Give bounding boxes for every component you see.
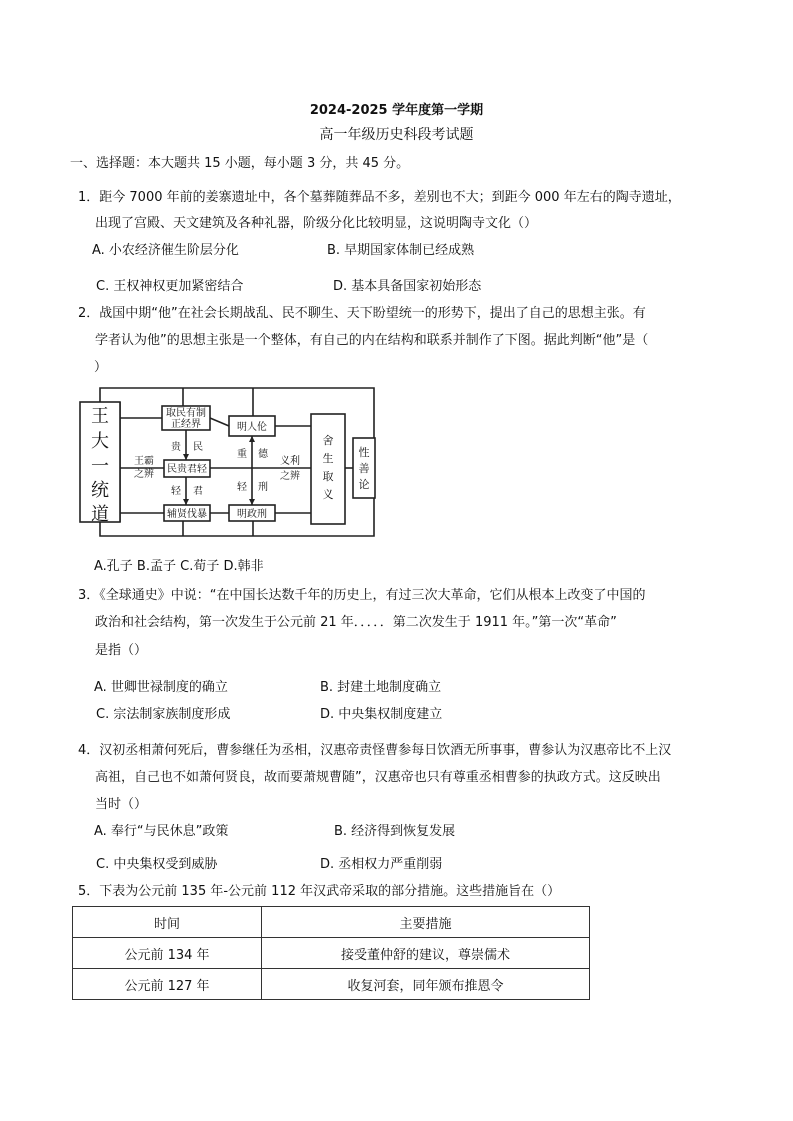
q3-option-c: C. 宗法制家族制度形成: [96, 707, 231, 722]
diagram-label-qing: 轻: [171, 486, 181, 497]
diagram-left-char-1: 王: [91, 406, 109, 427]
q2-options: A.孔子 B.孟子 C.荀子 D.韩非: [94, 559, 264, 574]
q3-text-line3: 是指（）: [95, 643, 148, 658]
table-cell-time: 公元前 134 年: [73, 938, 262, 969]
q1-option-c: C. 王权神权更加紧密结合: [96, 279, 244, 294]
exam-term: 2024-2025 学年度第一学期: [309, 103, 484, 118]
diagram-box5: 明政刑: [237, 509, 267, 520]
mencius-thought-diagram: [78, 384, 380, 544]
diagram-label-wangba-2: 之辨: [134, 469, 154, 480]
exam-title: 高一年级历史科段考试题: [319, 127, 474, 143]
table-row: [73, 969, 590, 1000]
diagram-left-char-2: 大: [91, 431, 109, 452]
diagram-label-xing: 刑: [258, 482, 268, 493]
diagram-label-jun: 君: [193, 486, 203, 497]
diagram-left-char-3: 一: [91, 456, 109, 477]
q4-option-d: D. 丞相权力严重削弱: [320, 857, 443, 872]
table-header-row: [73, 907, 590, 938]
q5-text-line1: 5．下表为公元前 135 年-公元前 112 年汉武帝采取的部分措施。这些措施旨在（）: [78, 884, 561, 899]
q3-option-b: B. 封建土地制度确立: [320, 680, 442, 695]
diagram-label-de: 德: [258, 449, 268, 460]
diagram-box1-line1: 取民有制: [166, 408, 206, 419]
diagram-label-gui: 贵: [171, 442, 181, 453]
q5-table: [72, 906, 590, 1000]
q1-text-line2: 出现了宫殿、天文建筑及各种礼器，阶级分化比较明显，这说明陶寺文化（）: [95, 216, 538, 231]
q4-text-line1: 4．汉初丞相萧何死后，曹参继任为丞相，汉惠帝责怪曹参每日饮酒无所事事，曹参认为汉惠帝比不上汉: [78, 743, 672, 758]
diagram-shesheng-1: 舍: [322, 434, 334, 447]
diagram-box3: 辅贤伐暴: [167, 509, 207, 520]
q2-text-line2: 学者认为他”的思想主张是一个整体，有自己的内在结构和联系并制作了下图。据此判断“他”是（: [95, 333, 649, 348]
diagram-box1-line2: 正经界: [171, 419, 201, 430]
diagram-label-zhong: 重: [237, 449, 247, 460]
q1-text-line1: 1．距今 7000 年前的姜寨遗址中，各个墓葬随葬品不多，差别也不大；到距今 000 年左右的陶寺遗址，: [78, 190, 681, 205]
q3-option-a: A. 世卿世禄制度的确立: [94, 680, 228, 695]
section-heading: 一、选择题：本大题共 15 小题，每小题 3 分，共 45 分。: [70, 156, 410, 171]
table-cell-measure: 收复河套，同年颁布推恩令: [262, 969, 590, 1000]
diagram-box2: 民贵君轻: [167, 464, 207, 475]
diagram-shesheng-2: 生: [322, 452, 334, 465]
diagram-label-wangba-1: 王霸: [134, 456, 154, 467]
diagram-left-char-5: 道: [91, 504, 109, 525]
diagram-shesheng-4: 义: [322, 488, 334, 501]
diagram-xingshan-3: 论: [358, 478, 370, 491]
diagram-xingshan-1: 性: [358, 446, 370, 459]
q4-option-b: B. 经济得到恢复发展: [334, 824, 456, 839]
table-row: [73, 938, 590, 969]
q4-option-a: A. 奉行“与民休息”政策: [94, 824, 229, 839]
diagram-label-yili-1: 义利: [280, 456, 300, 467]
diagram-shesheng-3: 取: [322, 470, 334, 483]
q2-text-line3: ）: [94, 360, 108, 375]
diagram-left-char-4: 统: [91, 480, 109, 501]
q4-text-line2: 高祖，自己也不如萧何贤良，故而要萧规曹随”，汉惠帝也只有尊重丞相曹参的执政方式。这反映出: [95, 770, 661, 785]
diagram-label-yili-2: 之辨: [280, 471, 300, 482]
q2-text-line1: 2．战国中期“他”在社会长期战乱、民不聊生、天下盼望统一的形势下，提出了自己的思想主张。有: [78, 306, 646, 321]
diagram-label-qing2: 轻: [237, 482, 247, 493]
q4-text-line3: 当时（）: [95, 797, 148, 812]
diagram-label-min: 民: [193, 442, 203, 453]
table-header-time: 时间: [73, 907, 262, 938]
q3-text-line2: 政治和社会结构，第一次发生于公元前 21 年．．．．．第二次发生于 1911 年。”第一次“革命”: [95, 615, 617, 630]
q3-option-d: D. 中央集权制度建立: [320, 707, 443, 722]
q1-option-d: D. 基本具备国家初始形态: [333, 279, 482, 294]
q3-text-line1: 3．《全球通史》中说：“在中国长达数千年的历史上，有过三次大革命，它们从根本上改变了中国的: [78, 588, 646, 603]
table-cell-time: 公元前 127 年: [73, 969, 262, 1000]
q1-option-b: B. 早期国家体制已经成熟: [327, 243, 475, 258]
q1-option-a: A. 小农经济催生阶层分化: [92, 243, 239, 258]
q4-option-c: C. 中央集权受到威胁: [96, 857, 218, 872]
table-cell-measure: 接受董仲舒的建议，尊崇儒术: [262, 938, 590, 969]
table-header-measures: 主要措施: [262, 907, 590, 938]
diagram-box4: 明人伦: [237, 422, 267, 433]
diagram-xingshan-2: 善: [358, 462, 370, 475]
